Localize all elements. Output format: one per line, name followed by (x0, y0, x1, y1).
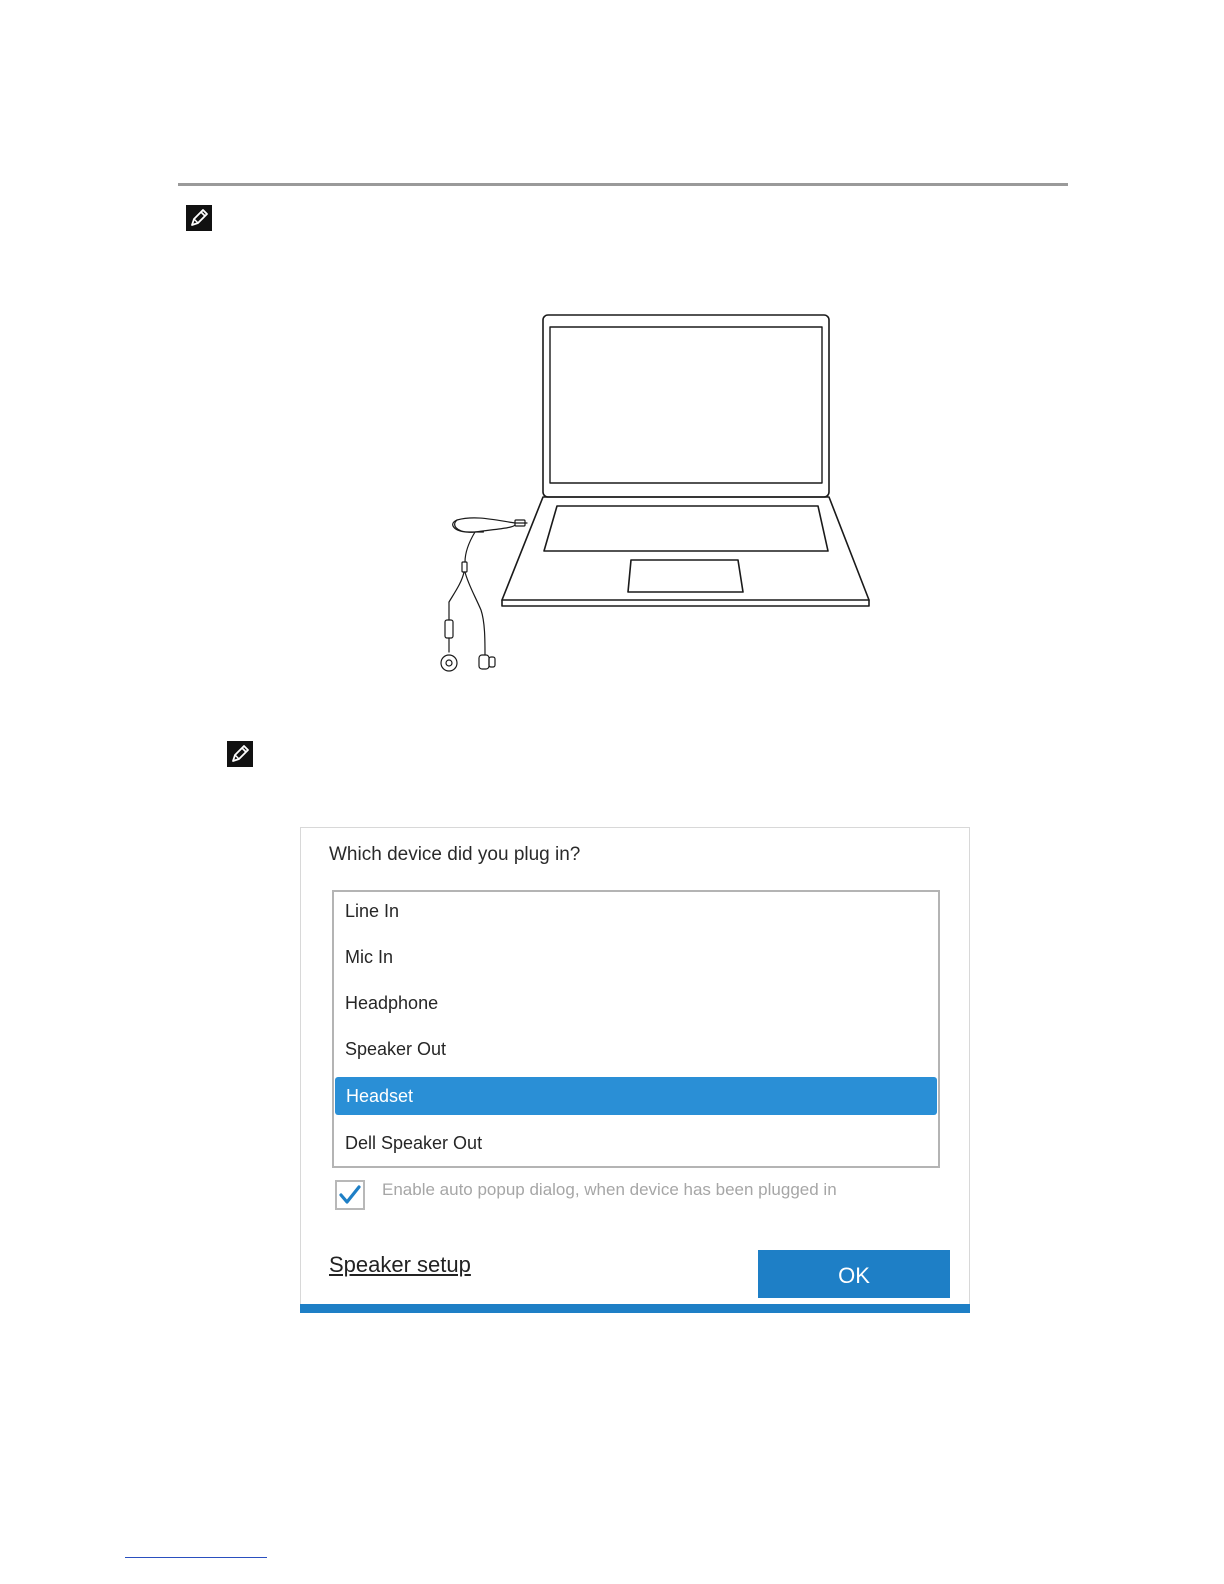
auto-popup-checkbox[interactable] (335, 1180, 365, 1210)
headset-icon (441, 518, 527, 671)
laptop-headset-illustration (435, 310, 875, 680)
auto-popup-label: Enable auto popup dialog, when device has been plugged in (382, 1180, 837, 1199)
section-divider (178, 183, 1068, 186)
device-item-mic-in[interactable]: Mic In (345, 947, 394, 967)
ok-button[interactable]: OK (758, 1250, 950, 1298)
device-item-speaker-out[interactable]: Speaker Out (345, 1039, 447, 1059)
check-icon (337, 1182, 363, 1208)
device-item-headset[interactable]: Headset (335, 1077, 937, 1115)
device-item-dell-speaker-out[interactable]: Dell Speaker Out (345, 1133, 483, 1153)
dialog-accent-bar (300, 1304, 970, 1313)
laptop-keyboard (544, 506, 828, 551)
device-list[interactable] (332, 890, 940, 1168)
laptop-touchpad (628, 560, 743, 592)
device-item-headphone[interactable]: Headphone (345, 993, 439, 1013)
note-pencil-icon (227, 741, 253, 767)
footer-link-underline (125, 1557, 267, 1558)
note-pencil-icon (186, 205, 212, 231)
device-selection-dialog (300, 827, 970, 1313)
device-item-line-in[interactable]: Line In (345, 901, 400, 921)
laptop-screen (543, 315, 829, 497)
speaker-setup-link[interactable]: Speaker setup (329, 1252, 471, 1277)
dialog-title: Which device did you plug in? (329, 844, 581, 865)
